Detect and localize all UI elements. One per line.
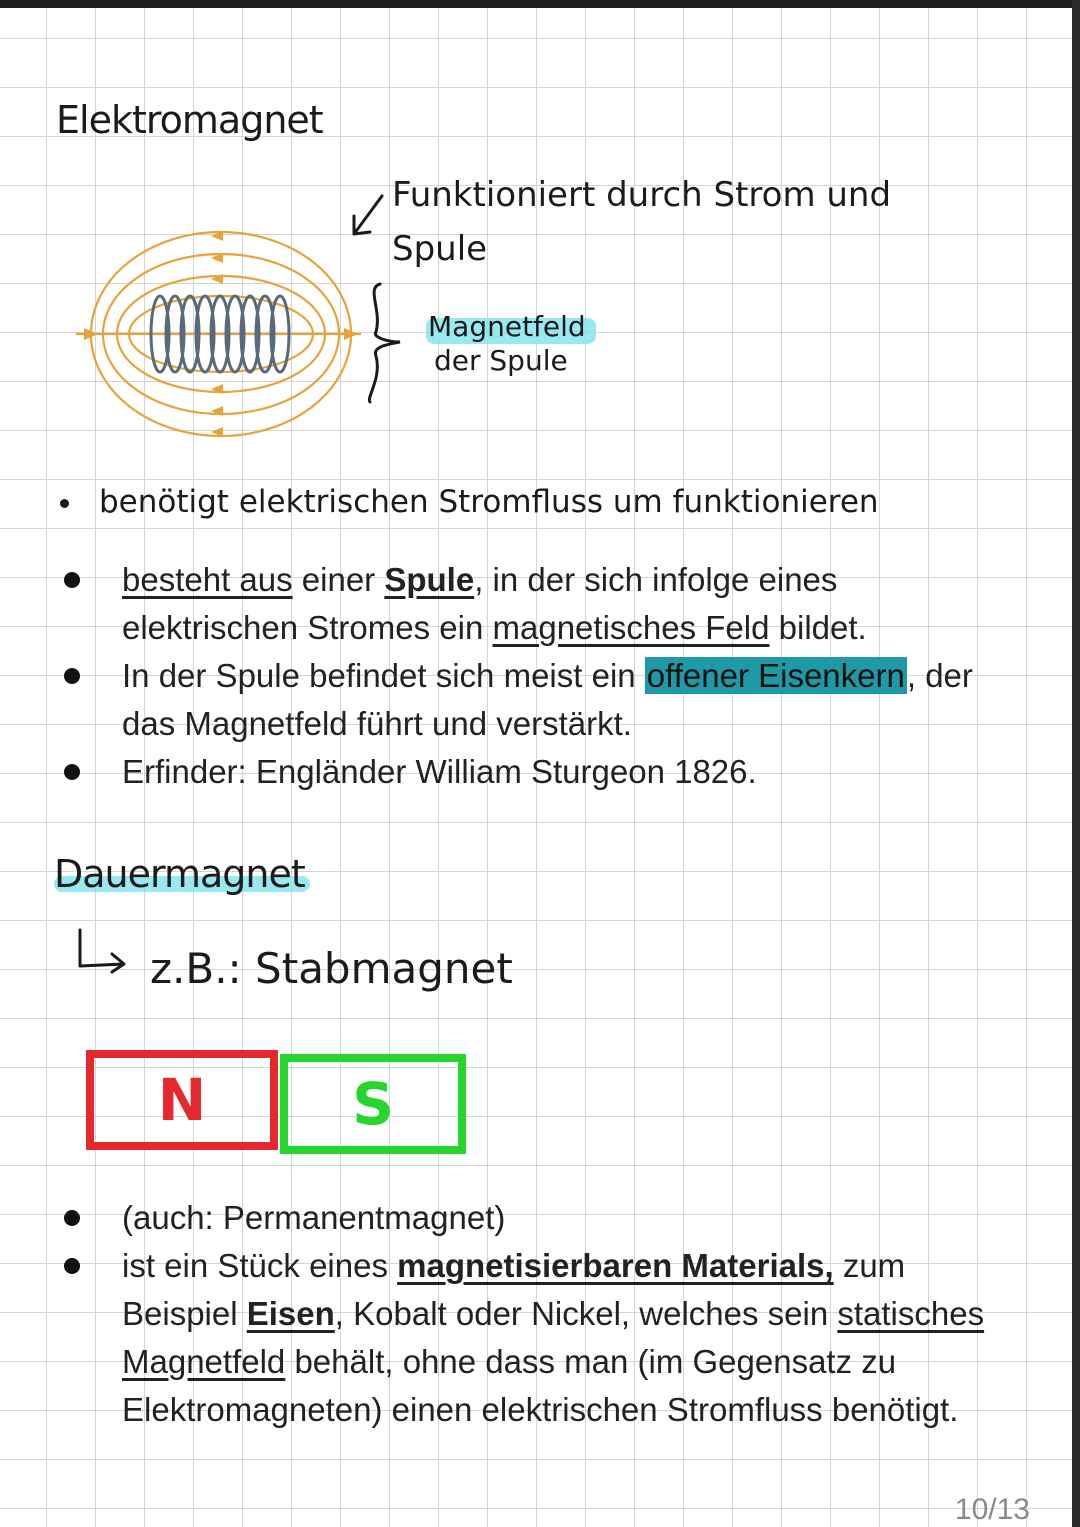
note-line-1: Funktioniert durch Strom und <box>392 175 892 215</box>
heading-permanent-magnet: Dauermagnet <box>54 852 305 896</box>
north-pole: N <box>86 1050 278 1150</box>
note-function <box>392 168 891 276</box>
field-label <box>428 310 586 378</box>
text: zum Beispiel <box>122 1247 906 1332</box>
brace-icon <box>362 280 412 406</box>
electromagnet-facts-list <box>58 556 988 796</box>
bullet-dot <box>64 1210 80 1226</box>
bullet-dot <box>64 764 80 780</box>
bar-magnet <box>86 1050 476 1160</box>
text: (auch: Permanentmagnet) <box>122 1199 506 1236</box>
return-arrow-icon <box>72 926 132 976</box>
text-strong: Spule <box>384 561 475 598</box>
right-border <box>1072 0 1080 1527</box>
list-item <box>58 748 988 796</box>
text-highlighted: offener Eisenkern <box>646 657 905 694</box>
text: einer <box>292 561 385 598</box>
list-item <box>58 652 988 748</box>
field-label-line-2: der Spule <box>434 344 568 377</box>
top-border <box>0 0 1080 8</box>
electromagnet-coil-diagram <box>76 222 366 446</box>
bullet-dot <box>64 1258 80 1274</box>
text-underlined: statisches Magnetfeld <box>122 1295 985 1380</box>
text-strong: Eisen <box>246 1295 335 1332</box>
text: , in der sich infolge eines elektrischen Stromes ein <box>122 561 838 646</box>
hand-bullet-text: benötigt elektrischen Stromfluss um funktionieren <box>99 484 879 520</box>
bullet-dot <box>64 572 80 588</box>
page-indicator: 10/13 <box>954 1493 1030 1526</box>
list-item <box>58 1242 988 1434</box>
south-pole: S <box>280 1054 466 1154</box>
text-underlined: besteht aus <box>122 561 293 598</box>
handwritten-bullet <box>60 484 879 520</box>
bullet-dot <box>64 668 80 684</box>
text-strong: magnetisierbaren Materials, <box>397 1247 834 1284</box>
note-line-2: Spule <box>392 229 488 269</box>
text: ist ein Stück eines <box>122 1247 398 1284</box>
bullet-dot <box>60 499 69 508</box>
text: , der das Magnetfeld führt und verstärkt. <box>122 657 973 742</box>
text: In der Spule befindet sich meist ein <box>122 657 645 694</box>
text: , Kobalt oder Nickel, welches sein <box>334 1295 838 1332</box>
text-underlined: magnetisches Feld <box>492 609 770 646</box>
permanent-facts-list <box>58 1194 988 1434</box>
field-label-line-1: Magnetfeld <box>428 310 586 343</box>
list-item <box>58 556 988 652</box>
text: behält, ohne dass man (im Gegensatz zu Elektromagneten) einen elektrischen Stromfluss benötigt. <box>122 1343 959 1428</box>
example-bar-magnet: z.B.: Stabmagnet <box>150 944 513 993</box>
heading-electromagnet: Elektromagnet <box>56 98 323 142</box>
text: bildet. <box>769 609 867 646</box>
text: Erfinder: Engländer William Sturgeon 1826. <box>122 753 757 790</box>
list-item <box>58 1194 988 1242</box>
